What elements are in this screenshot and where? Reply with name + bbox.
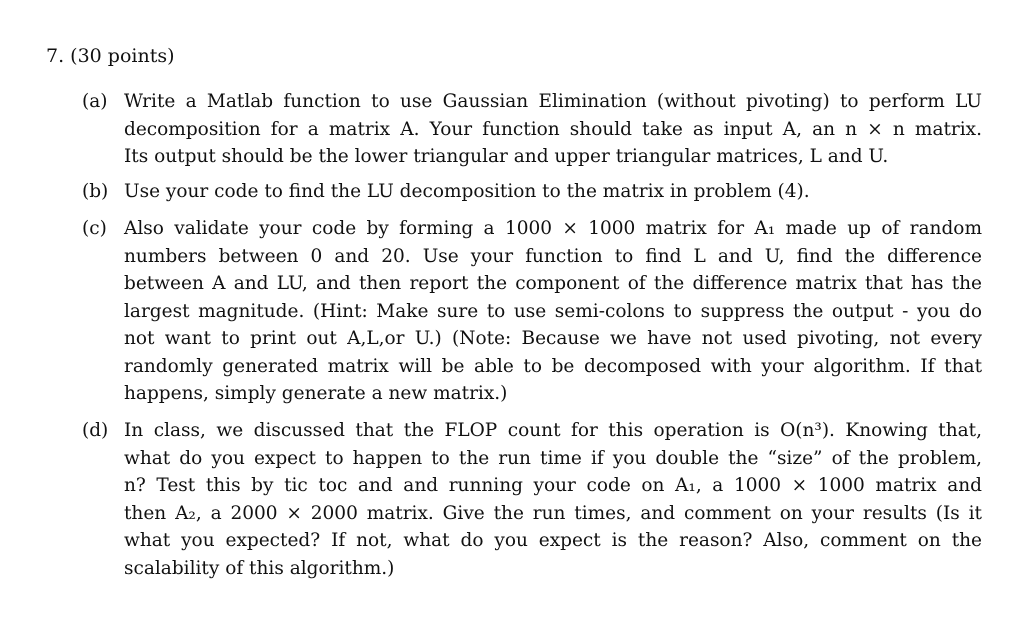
part-b-label: (b) — [82, 181, 109, 202]
part-c-line: not want to print out A,L,or U.) (Note: Because we have not used pivoting, not every — [124, 328, 982, 349]
part-c-line: happens, simply generate a new matrix.) — [124, 383, 508, 404]
problem-header: 7. (30 points) — [46, 45, 175, 67]
part-c-line: largest magnitude. (Hint: Make sure to use semi-colons to suppress the output - you do — [124, 300, 982, 322]
part-c-line: randomly generated matrix will be able to be decomposed with your algorithm. If that — [124, 355, 982, 377]
part-b — [82, 178, 982, 206]
part-b-line: Use your code to find the LU decomposition to the matrix in problem (4). — [124, 181, 810, 202]
part-c-text — [124, 215, 982, 408]
part-d-line: In class, we discussed that the FLOP count for this operation is O(n³). Knowing that, — [124, 420, 982, 441]
part-c — [82, 215, 982, 408]
part-b-text — [124, 178, 982, 206]
part-d-line: scalability of this algorithm.) — [124, 557, 395, 579]
part-a — [82, 88, 982, 171]
part-d-label: (d) — [82, 420, 109, 441]
part-a-line: decomposition for a matrix A. Your function should take as input A, an n × n matrix. — [124, 118, 982, 140]
part-c-label: (c) — [82, 218, 107, 239]
part-c-line: numbers between 0 and 20. Use your function to find L and U, find the difference — [124, 245, 982, 267]
part-d-line: n? Test this by tic toc and and running your code on A₁, a 1000 × 1000 matrix and — [124, 475, 982, 496]
part-a-label: (a) — [82, 91, 108, 112]
part-c-line: Also validate your code by forming a 1000 × 1000 matrix for A₁ made up of random — [124, 218, 982, 239]
part-d-text — [124, 417, 982, 582]
part-d-line: what you expected? If not, what do you expect is the reason? Also, comment on the — [124, 530, 982, 551]
part-a-line: Its output should be the lower triangular and upper triangular matrices, L and U. — [124, 146, 889, 167]
part-d-line: what do you expect to happen to the run time if you double the “size” of the problem, — [124, 447, 982, 469]
part-d-line: then A₂, a 2000 × 2000 matrix. Give the run times, and comment on your results (Is it — [124, 502, 982, 524]
part-c-line: between A and LU, and then report the component of the difference matrix that has the — [124, 273, 982, 294]
part-a-text — [124, 88, 982, 171]
part-d — [82, 417, 982, 582]
part-a-line: Write a Matlab function to use Gaussian Elimination (without pivoting) to perform LU — [124, 91, 982, 112]
